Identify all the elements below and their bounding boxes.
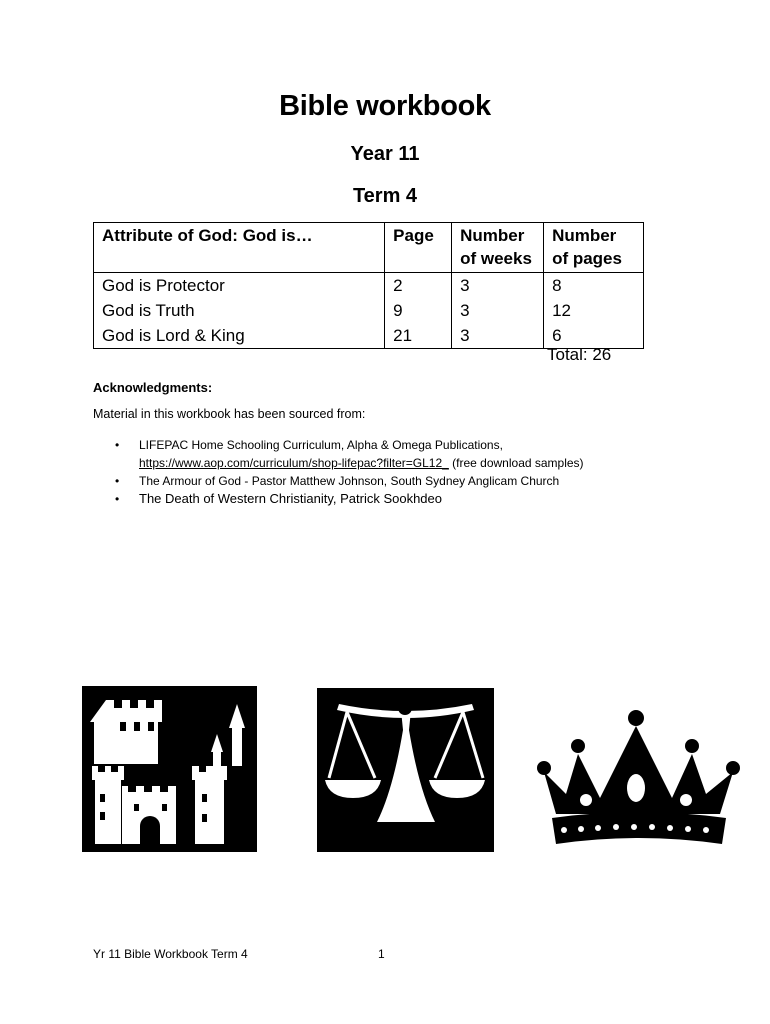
header-page: Page xyxy=(385,223,452,273)
total-pages: Total: 26 xyxy=(547,345,612,364)
row-pages: 6 xyxy=(544,323,644,349)
castle-icon xyxy=(82,686,257,852)
table-row xyxy=(94,273,644,299)
row-attribute: God is Lord & King xyxy=(94,323,385,349)
list-item: • The Death of Western Christianity, Patrick Sookhdeo xyxy=(93,490,693,508)
acknowledgments-heading: Acknowledgments: xyxy=(93,380,213,395)
page-number: 1 xyxy=(378,947,385,961)
row-pages: 12 xyxy=(544,298,644,323)
aop-link[interactable]: https://www.aop.com/curriculum/shop-lifepac?filter=GL12_ xyxy=(139,456,449,470)
list-item: • LIFEPAC Home Schooling Curriculum, Alpha & Omega Publications, https://www.aop.com/curriculum/shop-lifepac?filter=GL12_ (free download samples) xyxy=(93,436,693,472)
link-suffix: (free download samples) xyxy=(452,456,584,470)
row-page: 2 xyxy=(385,273,452,299)
row-page: 21 xyxy=(385,323,452,349)
term-heading: Term 4 xyxy=(352,185,418,207)
acknowledgments-intro: Material in this workbook has been sourced from: xyxy=(93,407,366,421)
row-weeks: 3 xyxy=(452,323,544,349)
crown-icon xyxy=(536,710,741,847)
table-row xyxy=(94,298,644,323)
header-attribute: Attribute of God: God is… xyxy=(94,223,385,273)
header-weeks: Number of weeks xyxy=(452,223,544,273)
row-weeks: 3 xyxy=(452,273,544,299)
attributes-table xyxy=(93,222,644,349)
row-page: 9 xyxy=(385,298,452,323)
row-weeks: 3 xyxy=(452,298,544,323)
header-pages: Number of pages xyxy=(544,223,644,273)
table-header-row xyxy=(94,223,644,273)
footer-label: Yr 11 Bible Workbook Term 4 xyxy=(93,947,248,961)
list-item: • The Armour of God - Pastor Matthew Johnson, South Sydney Anglicam Church xyxy=(93,472,693,490)
year-heading: Year 11 xyxy=(350,143,420,165)
row-attribute: God is Protector xyxy=(94,273,385,299)
row-pages: 8 xyxy=(544,273,644,299)
page-title: Bible workbook xyxy=(279,90,491,122)
sources-list xyxy=(93,436,693,508)
row-attribute: God is Truth xyxy=(94,298,385,323)
scales-of-justice-icon xyxy=(317,688,494,852)
